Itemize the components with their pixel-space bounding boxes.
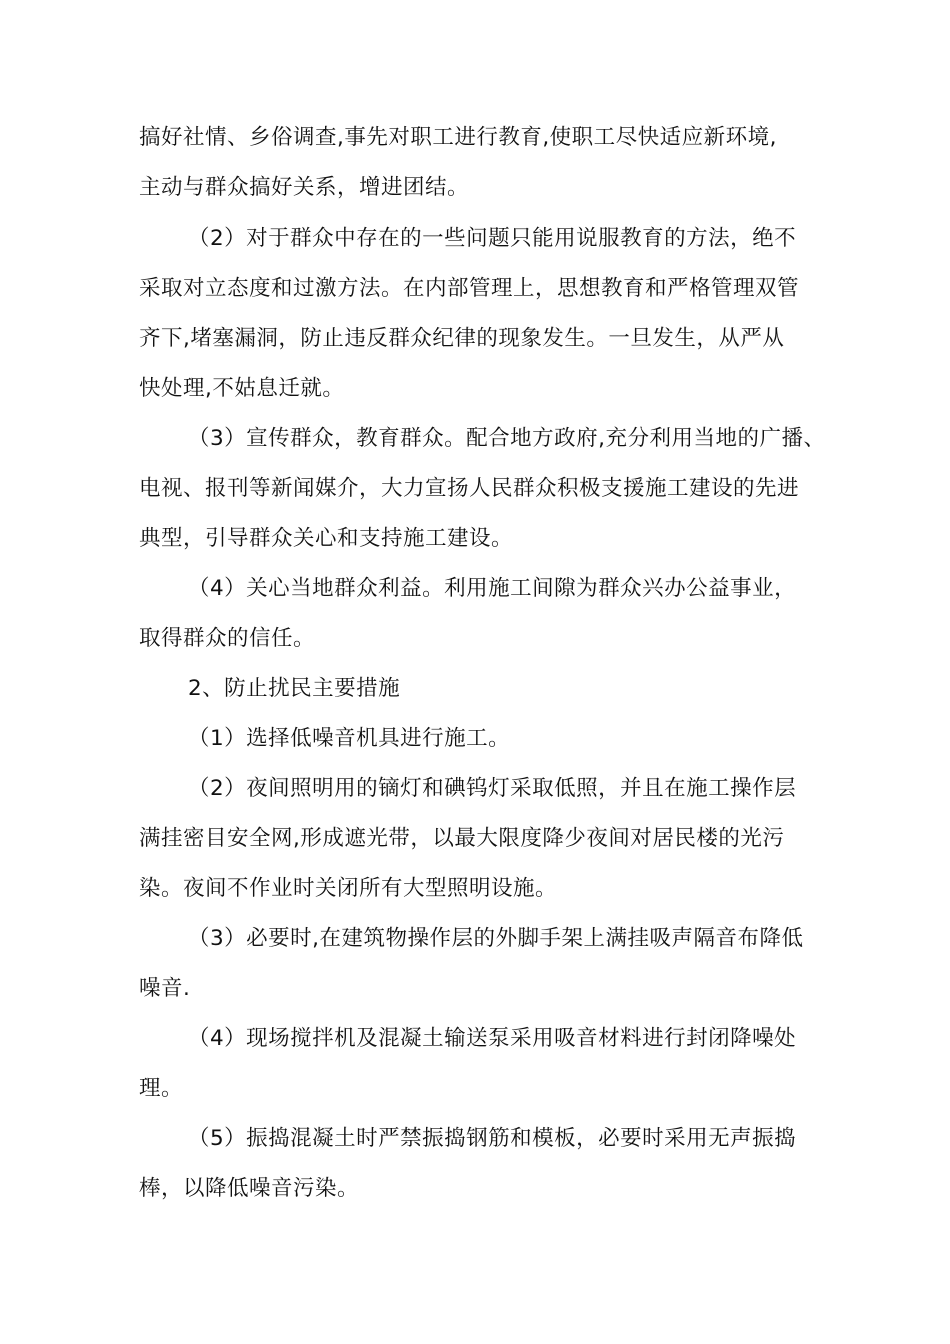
paragraph-start: （2）夜间照明用的镝灯和碘钨灯采取低照，并且在施工操作层 <box>188 776 797 801</box>
paragraph-start: （3）必要时,在建筑物操作层的外脚手架上满挂吸声隔音布降低 <box>188 926 804 951</box>
paragraph-start: （3）宣传群众，教育群众。配合地方政府,充分利用当地的广播、 <box>188 426 826 451</box>
text-line: 染。夜间不作业时关闭所有大型照明设施。 <box>139 876 558 901</box>
paragraph-start: （4）现场搅拌机及混凝土输送泵采用吸音材料进行封闭降噪处 <box>188 1026 797 1051</box>
section-heading: 2、防止扰民主要措施 <box>188 676 401 701</box>
paragraph-start: （2）对于群众中存在的一些问题只能用说服教育的方法，绝不 <box>188 226 797 251</box>
text-line: 满挂密目安全网,形成遮光带，以最大限度降少夜间对居民楼的光污 <box>139 826 785 851</box>
paragraph-start: （4）关心当地群众利益。利用施工间隙为群众兴办公益事业， <box>188 576 797 601</box>
text-line: 理。 <box>139 1076 184 1101</box>
paragraph-start: （1）选择低噪音机具进行施工。 <box>188 726 511 751</box>
paragraph-start: （5）振捣混凝土时严禁振捣钢筋和模板，必要时采用无声振捣 <box>188 1126 797 1151</box>
text-line: 快处理,不姑息迁就。 <box>139 376 345 401</box>
text-line: 噪音. <box>139 976 191 1001</box>
text-line: 取得群众的信任。 <box>139 626 316 651</box>
text-line: 齐下,堵塞漏洞，防止违反群众纪律的现象发生。一旦发生，从严从 <box>139 326 785 351</box>
text-line: 棒，以降低噪音污染。 <box>139 1176 360 1201</box>
text-line: 典型，引导群众关心和支持施工建设。 <box>139 526 514 551</box>
text-line: 采取对立态度和过激方法。在内部管理上，思想教育和严格管理双管 <box>139 276 800 301</box>
text-line: 电视、报刊等新闻媒介，大力宣扬人民群众积极支援施工建设的先进 <box>139 476 800 501</box>
text-line: 主动与群众搞好关系，增进团结。 <box>139 175 470 200</box>
text-line: 搞好社情、乡俗调查,事先对职工进行教育,使职工尽快适应新环境, <box>139 125 778 150</box>
